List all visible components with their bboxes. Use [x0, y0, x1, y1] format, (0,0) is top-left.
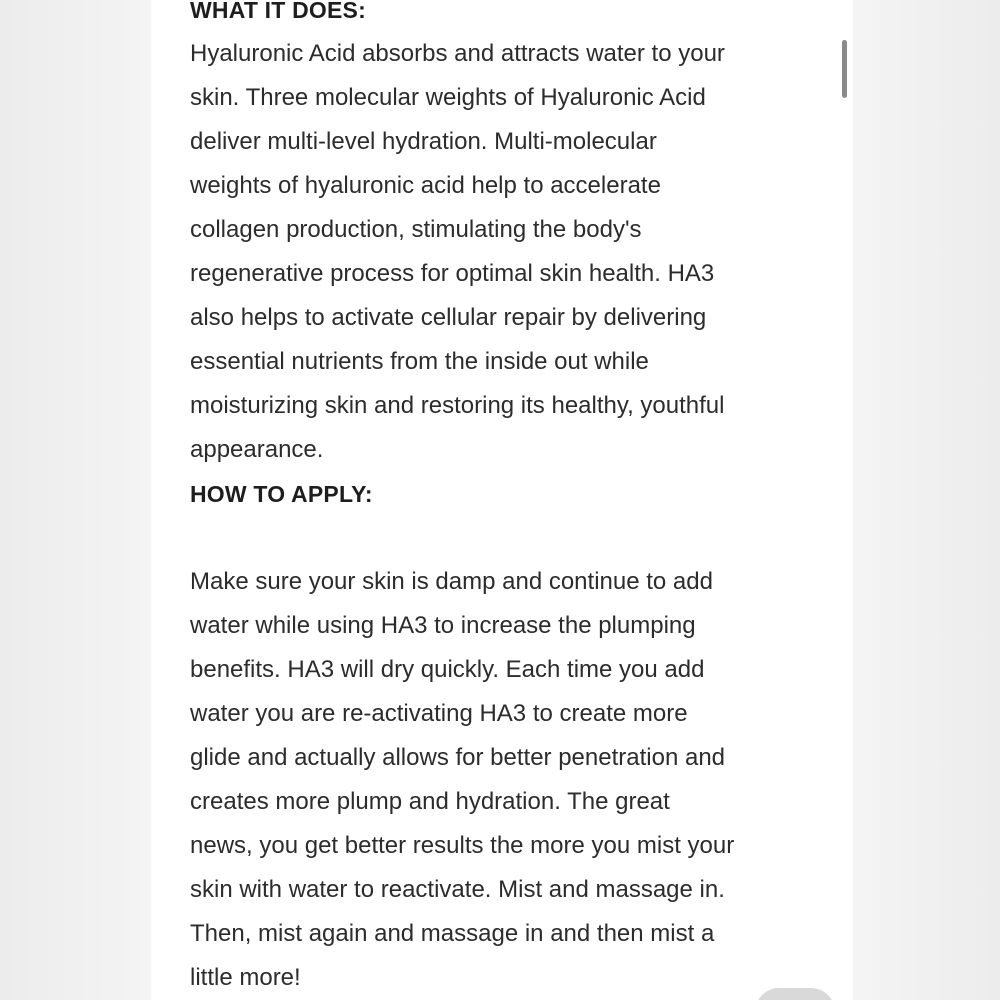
product-description — [190, 0, 820, 1000]
text-line: skin with water to reactivate. Mist and massage in. — [190, 876, 725, 903]
text-line: water while using HA3 to increase the plumping — [190, 612, 696, 639]
text-line: creates more plump and hydration. The great — [190, 788, 670, 815]
text-line: weights of hyaluronic acid help to accelerate — [190, 172, 661, 199]
scrollbar-thumb[interactable] — [842, 40, 847, 98]
what-it-does-heading: WHAT IT DOES: — [190, 0, 366, 23]
text-line: Hyaluronic Acid absorbs and attracts water to your — [190, 40, 725, 67]
text-line: collagen production, stimulating the body's — [190, 216, 642, 243]
how-to-apply-heading: HOW TO APPLY: — [190, 481, 373, 507]
text-line: benefits. HA3 will dry quickly. Each time you add — [190, 656, 705, 683]
text-line: essential nutrients from the inside out while — [190, 348, 649, 375]
content-panel[interactable] — [152, 0, 852, 1000]
text-line: Make sure your skin is damp and continue to add — [190, 568, 713, 595]
text-line: deliver multi-level hydration. Multi-molecular — [190, 128, 657, 155]
spacer — [190, 516, 820, 560]
text-line: glide and actually allows for better penetration and — [190, 744, 726, 771]
text-line: news, you get better results the more you mist your — [190, 832, 735, 859]
text-line: moisturizing skin and restoring its healthy, youthful — [190, 392, 725, 419]
what-it-does-text — [190, 32, 820, 472]
how-to-apply-text — [190, 560, 820, 1000]
text-line: also helps to activate cellular repair by delivering — [190, 304, 707, 331]
text-line: water you are re-activating HA3 to create more — [190, 700, 688, 727]
text-line: skin. Three molecular weights of Hyaluronic Acid — [190, 84, 706, 111]
text-line: Then, mist again and massage in and then mist a — [190, 920, 715, 947]
text-line: appearance. — [190, 436, 324, 463]
text-line: regenerative process for optimal skin health. HA3 — [190, 260, 715, 287]
text-line: little more! — [190, 964, 301, 991]
